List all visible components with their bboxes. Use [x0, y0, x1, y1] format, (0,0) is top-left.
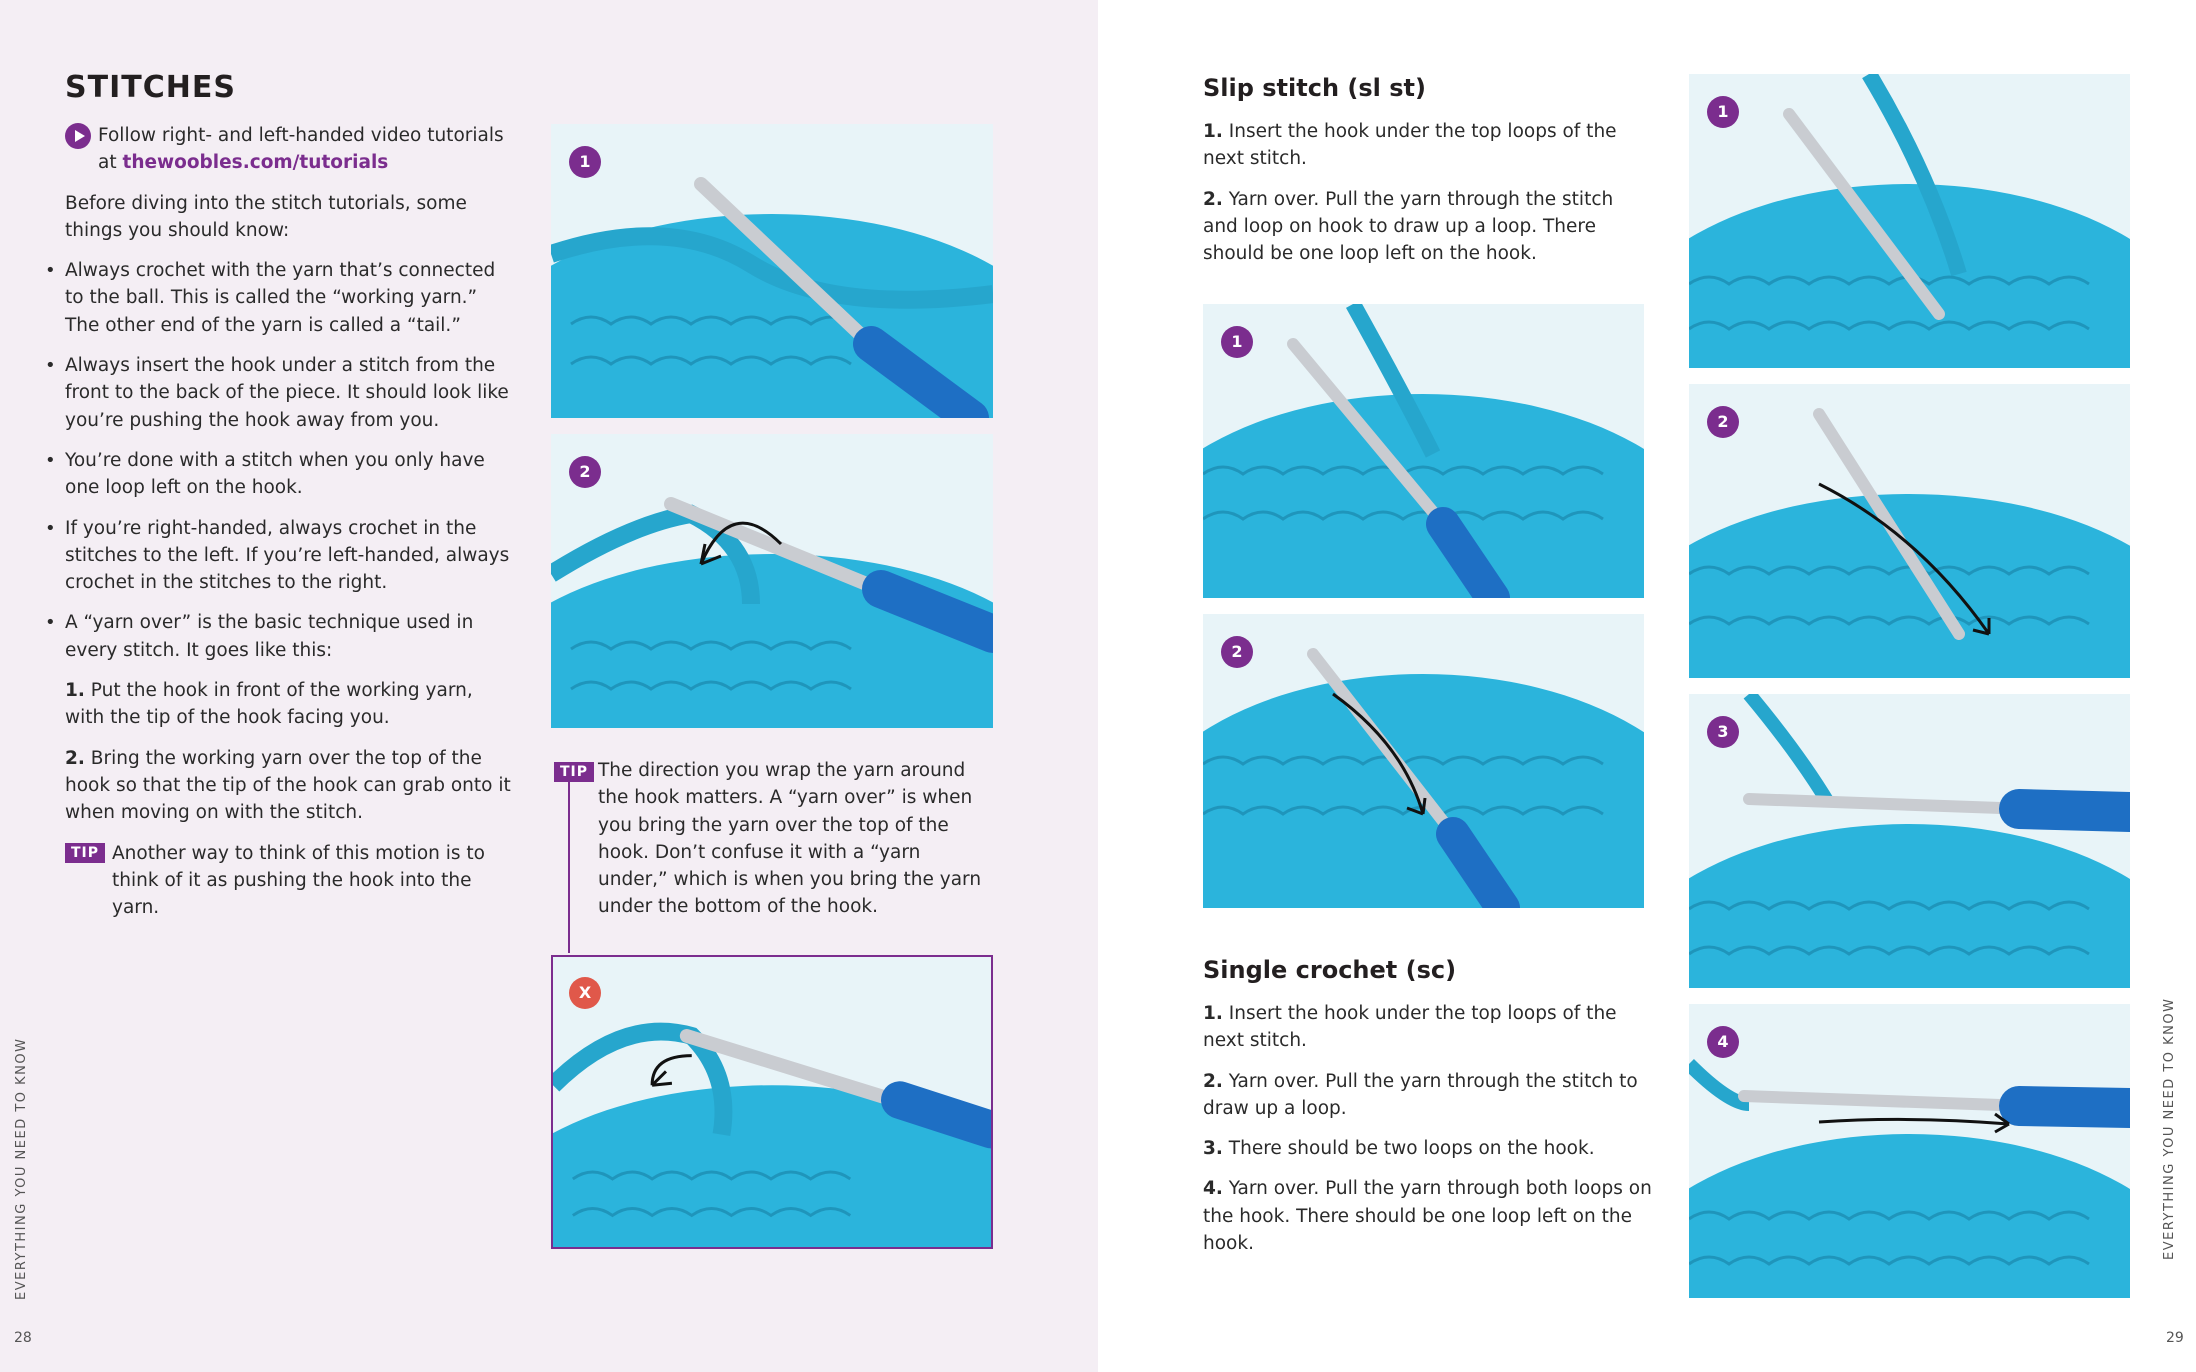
step-badge: 2 [1707, 406, 1739, 438]
step-text: Insert the hook under the top loops of the next stitch. [1203, 1003, 1617, 1052]
step-badge: 2 [1221, 636, 1253, 668]
single-crochet-photo-4 [1689, 1004, 2130, 1298]
slip-stitch-heading: Slip stitch (sl st) [1203, 74, 1426, 102]
slip-stitch-photo-2 [1203, 614, 1644, 908]
step-number: 1. [65, 680, 85, 702]
slip-step-1 [1203, 118, 1653, 173]
tip-box-1 [65, 840, 515, 922]
single-crochet-heading: Single crochet (sc) [1203, 956, 1457, 984]
list-item: • Always crochet with the yarn that’s connected to the ball. This is called the “working yarn.” The other end of the yarn is called a “tail.” [65, 257, 515, 339]
slip-step-2 [1203, 186, 1653, 268]
step-number: 1. [1203, 1003, 1223, 1024]
video-tutorial-line [65, 122, 515, 177]
single-crochet-photo-3 [1689, 694, 2130, 988]
tip-box-2 [554, 757, 994, 921]
step-text: Yarn over. Pull the yarn through both loops on the hook. There should be one loop left on the hook. [1203, 1178, 1652, 1255]
sc-step-3 [1203, 1135, 1653, 1162]
yarn-over-step-1 [65, 677, 515, 732]
step-text: Yarn over. Pull the yarn through the stitch and loop on hook to draw up a loop. There should be one loop left on the hook. [1203, 188, 1614, 265]
step-number: 2. [1203, 188, 1223, 210]
video-line-text: Follow right- and left-handed video tutorials [98, 125, 504, 146]
video-line-prefix: at [98, 152, 123, 174]
single-crochet-photo-2 [1689, 384, 2130, 678]
step-badge: 1 [569, 146, 601, 178]
page-title: STITCHES [65, 70, 236, 105]
step-badge: 3 [1707, 716, 1739, 748]
step-badge: 1 [1221, 326, 1253, 358]
step-text: Put the hook in front of the working yarn, with the tip of the hook facing you. [65, 680, 473, 729]
yarn-under-photo [551, 955, 993, 1249]
step-badge: 4 [1707, 1026, 1739, 1058]
page-number-left: 28 [14, 1330, 32, 1346]
sc-step-1 [1203, 1000, 1653, 1055]
list-item: • You’re done with a stitch when you only have one loop left on the hook. [65, 447, 515, 502]
step-text: Bring the working yarn over the top of the hook so that the tip of the hook can grab onto it when moving on with the stitch. [65, 747, 511, 824]
intro-paragraph: Before diving into the stitch tutorials, some things you should know: [65, 192, 467, 241]
step-number: 3. [1203, 1138, 1223, 1160]
tip-text: Another way to think of this motion is to think of it as pushing the hook into the yarn. [112, 842, 485, 919]
error-x-badge: X [569, 977, 601, 1009]
single-crochet-photo-1 [1689, 74, 2130, 368]
step-text: There should be two loops on the hook. [1228, 1138, 1595, 1160]
step-number: 2. [1203, 1070, 1223, 1092]
sc-step-4 [1203, 1175, 1653, 1257]
play-icon [65, 123, 91, 149]
sc-step-2 [1203, 1068, 1653, 1123]
tips-list [65, 257, 515, 664]
side-running-head: EVERYTHING YOU NEED TO KNOW [14, 1037, 29, 1300]
single-crochet-steps [1203, 1000, 1653, 1257]
step-badge: 2 [569, 456, 601, 488]
step-text: Yarn over. Pull the yarn through the stitch to draw up a loop. [1203, 1070, 1638, 1119]
page-number-right: 29 [2166, 1330, 2184, 1346]
list-item: • If you’re right-handed, always crochet in the stitches to the left. If you’re left-handed, always crochet in the stitches to the right. [65, 515, 515, 597]
slip-stitch-photo-1 [1203, 304, 1644, 598]
slip-stitch-steps [1203, 118, 1653, 267]
step-badge: 1 [1707, 96, 1739, 128]
list-item: • Always insert the hook under a stitch from the front to the back of the piece. It should look like you’re pushing the hook away from you. [65, 352, 515, 434]
step-number: 2. [65, 747, 85, 769]
intro-column [65, 122, 515, 921]
step-number: 4. [1203, 1178, 1223, 1200]
yarn-over-photo-1 [551, 124, 993, 418]
tip-text: The direction you wrap the yarn around the hook matters. A “yarn over” is when you bring the yarn over the top of the hook. Don’t confuse it with a “yarn under,” which is when you bring the yarn under the bottom of the hook. [598, 760, 982, 918]
tip-badge: TIP [554, 762, 594, 782]
side-running-head: EVERYTHING YOU NEED TO KNOW [2162, 997, 2177, 1260]
tip-badge: TIP [65, 843, 105, 863]
step-number: 1. [1203, 121, 1223, 142]
yarn-over-step-2 [65, 745, 515, 827]
list-item: • A “yarn over” is the basic technique used in every stitch. It goes like this: [65, 609, 515, 664]
step-text: Insert the hook under the top loops of the next stitch. [1203, 121, 1617, 170]
yarn-over-photo-2 [551, 434, 993, 728]
tutorials-link[interactable]: thewoobles.com/tutorials [122, 152, 389, 174]
